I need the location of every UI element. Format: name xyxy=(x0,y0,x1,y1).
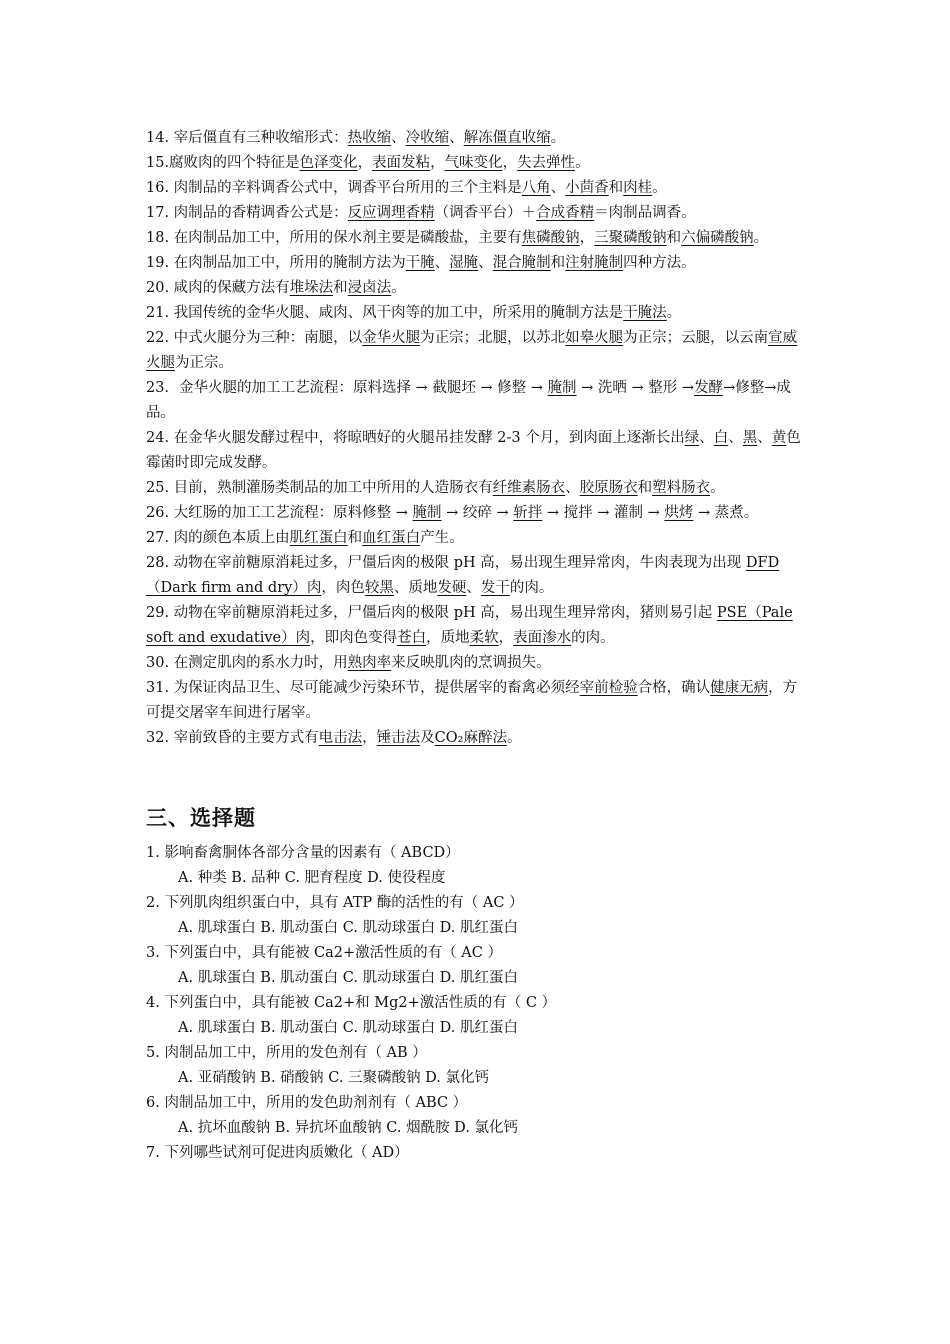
answer-blank: 肉桂 xyxy=(623,180,653,196)
answer-blank: 浸卤法 xyxy=(347,280,392,296)
answer-blank: 肌红蛋白 xyxy=(289,530,348,546)
question-text: 30. 在测定肌肉的系水力时，用 xyxy=(146,655,348,671)
question-text: 27. 肉的颜色本质上由 xyxy=(146,530,290,546)
question-text: 、 xyxy=(466,580,481,596)
answer-blank: 宰前检验 xyxy=(579,680,638,696)
question-text: 、 xyxy=(550,180,566,196)
answer-blank: 黄 xyxy=(771,430,787,446)
question-text: 14. 宰后僵直有三种收缩形式： xyxy=(146,130,348,146)
answer-blank: 锤击法 xyxy=(376,730,421,746)
answer-blank: 烘烤 xyxy=(664,505,694,521)
question-text: 。 xyxy=(575,155,590,171)
question-text: 和 xyxy=(608,180,624,196)
question-text: 和 xyxy=(637,480,653,496)
question-text: 为正宗；云腿，以云南 xyxy=(623,330,769,346)
fill-item-q21 xyxy=(146,301,810,326)
question-text: ， xyxy=(357,155,373,171)
question-text: 25. 目前，熟制灌肠类制品的加工中所用的人造肠衣有 xyxy=(146,480,493,496)
fill-item-q25 xyxy=(146,476,810,501)
question-text: 31. 为保证肉品卫生、尽可能减少污染环节，提供屠宰的畜禽必须经 xyxy=(146,680,580,696)
answer-blank: 腌制 xyxy=(412,505,442,521)
question-text: 19. 在肉制品加工中，所用的腌制方法为 xyxy=(146,255,406,271)
question-text: 。 xyxy=(652,180,667,196)
question-text: 16. 肉制品的辛料调香公式中，调香平台所用的三个主料是 xyxy=(146,180,522,196)
answer-blank: 血红蛋白 xyxy=(362,530,421,546)
choice-options: A. 肌球蛋白 B. 肌动蛋白 C. 肌动球蛋白 D. 肌红蛋白 xyxy=(178,970,519,986)
answer-blank: 冷收缩 xyxy=(405,130,450,146)
answer-blank: 塑料肠衣 xyxy=(652,480,711,496)
question-text: ，即肉色变得 xyxy=(310,630,398,646)
question-text: 28. 动物在宰前糖原消耗过多，尸僵后肉的极限 pH 高，易出现生理异常肉，牛肉表现为出现 xyxy=(146,555,746,571)
answer-blank: 气味变化 xyxy=(444,155,503,171)
fill-item-q30 xyxy=(146,651,810,676)
section-heading: 三、选择题 xyxy=(146,806,256,830)
answer-blank: 苍白 xyxy=(397,630,427,646)
answer-blank: 失去弹性 xyxy=(517,155,576,171)
question-text: 和 xyxy=(333,280,348,296)
answer-blank: 小茴香 xyxy=(565,180,609,196)
question-text: 色霉菌时即完成发酵。 xyxy=(146,430,801,471)
question-text: ， xyxy=(362,730,377,746)
answer-blank: 宣威火腿 xyxy=(146,330,798,371)
question-text: → 蒸煮。 xyxy=(693,505,759,521)
question-text: 23．金华火腿的加工工艺流程：原料选择 → 截腿坯 → 修整 → xyxy=(146,380,548,396)
question-text: ，方可提交屠宰车间进行屠宰。 xyxy=(146,680,798,721)
fill-item-q19 xyxy=(146,251,810,276)
answer-blank: 堆垛法 xyxy=(289,280,334,296)
question-text: ， xyxy=(498,630,514,646)
choice-question: 1. 影响畜禽胴体各部分含量的因素有（ ABCD） xyxy=(146,845,460,861)
question-text: → 绞碎 → xyxy=(441,505,514,521)
question-text: 。 xyxy=(666,305,682,321)
answer-blank: 六偏磷酸钠 xyxy=(681,230,754,246)
answer-blank: 干腌法 xyxy=(623,305,667,321)
question-text: 。 xyxy=(506,730,522,746)
fill-item-q26 xyxy=(146,501,810,526)
answer-blank: 柔软 xyxy=(469,630,499,646)
question-text: 20. 咸肉的保藏方法有 xyxy=(146,280,290,296)
fill-item-q18 xyxy=(146,226,810,251)
question-text: 。 xyxy=(710,480,725,496)
answer-blank: 干腌 xyxy=(405,255,435,271)
question-text: 、 xyxy=(391,130,406,146)
question-text: ， xyxy=(579,230,595,246)
question-text: 22. 中式火腿分为三种：南腿，以 xyxy=(146,330,363,346)
choice-question: 3. 下列蛋白中，具有能被 Ca2+激活性质的有（ AC ） xyxy=(146,945,502,961)
answer-blank: 胶原肠衣 xyxy=(579,480,638,496)
document-page xyxy=(146,126,810,1166)
fill-item-q24 xyxy=(146,426,810,476)
choice-question: 4. 下列蛋白中，具有能被 Ca2+和 Mg2+激活性质的有（ C ） xyxy=(146,995,557,1011)
question-text: 21. 我国传统的金华火腿、咸肉、风干肉等的加工中，所采用的腌制方法是 xyxy=(146,305,624,321)
choice-options: A. 亚硝酸钠 B. 硝酸钠 C. 三聚磷酸钠 D. 氯化钙 xyxy=(178,1070,490,1086)
question-text: 、 xyxy=(757,430,772,446)
question-text: 26. 大红肠的加工工艺流程：原料修整 → xyxy=(146,505,413,521)
question-text: 17. 肉制品的香精调香公式是： xyxy=(146,205,348,221)
fill-item-q20 xyxy=(146,276,810,301)
answer-blank: 三聚磷酸钠 xyxy=(594,230,667,246)
question-text: 18. 在肉制品加工中，所用的保水剂主要是磷酸盐，主要有 xyxy=(146,230,522,246)
choice-question: 5. 肉制品加工中，所用的发色剂有（ AB ） xyxy=(146,1045,427,1061)
fill-item-q17 xyxy=(146,201,810,226)
question-text: 、 xyxy=(434,255,450,271)
question-text: 。 xyxy=(550,130,566,146)
question-text: 、 xyxy=(699,430,714,446)
answer-blank: 发硬 xyxy=(437,580,467,596)
question-text: 。 xyxy=(753,230,769,246)
question-text: 、 xyxy=(565,480,580,496)
answer-blank: 发干 xyxy=(480,580,510,596)
answer-blank: PSE（Pale soft and exudative）肉 xyxy=(146,605,793,646)
question-text: 四种方法。 xyxy=(623,255,696,271)
answer-blank: 注射腌制 xyxy=(565,255,624,271)
answer-blank: 斩拌 xyxy=(513,505,543,521)
question-text: 产生。 xyxy=(420,530,464,546)
answer-blank: 白 xyxy=(713,430,729,446)
question-text: 、 xyxy=(478,255,493,271)
question-text: 为正宗。 xyxy=(175,355,233,371)
answer-blank: 绿 xyxy=(684,430,700,446)
question-text: → 洗晒 → 整形 → xyxy=(576,380,695,396)
choice-question: 7. 下列哪些试剂可促进肉质嫩化（ AD） xyxy=(146,1145,409,1161)
answer-blank: 较黑 xyxy=(364,580,394,596)
choice-options: A. 肌球蛋白 B. 肌动蛋白 C. 肌动球蛋白 D. 肌红蛋白 xyxy=(178,920,519,936)
answer-blank: 表面发粘 xyxy=(372,155,431,171)
question-text: ，质地 xyxy=(426,630,470,646)
question-text: →修整→成品。 xyxy=(146,380,791,421)
question-text: ， xyxy=(430,155,445,171)
question-text: 的肉。 xyxy=(509,580,554,596)
choice-question: 6. 肉制品加工中，所用的发色助剂剂有（ ABC ） xyxy=(146,1095,468,1111)
question-text: 、 xyxy=(449,130,464,146)
answer-blank: 熟肉率 xyxy=(347,655,392,671)
question-text: → 搅拌 → 灌制 → xyxy=(542,505,665,521)
question-text: 合格，确认 xyxy=(637,680,711,696)
answer-blank: 八角 xyxy=(521,180,551,196)
answer-blank: 色泽变化 xyxy=(299,155,358,171)
answer-blank: CO₂麻醉法 xyxy=(434,730,507,746)
question-text: 。 xyxy=(391,280,406,296)
question-text: 29. 动物在宰前糖原消耗过多，尸僵后肉的极限 pH 高，易出现生理异常肉，猪则易引起 xyxy=(146,605,717,621)
question-text: 和 xyxy=(666,230,682,246)
question-text: ， xyxy=(502,155,518,171)
answer-blank: 腌制 xyxy=(547,380,577,396)
question-text: ，肉色 xyxy=(321,580,365,596)
multiple-choice-section xyxy=(146,841,810,1166)
answer-blank: 黑 xyxy=(742,430,758,446)
answer-blank: 纤维素肠衣 xyxy=(492,480,566,496)
question-text: 及 xyxy=(420,730,435,746)
fill-item-q29 xyxy=(146,601,810,651)
answer-blank: 发酵 xyxy=(694,380,724,396)
fill-item-q22 xyxy=(146,326,810,376)
answer-blank: 焦磷酸钠 xyxy=(521,230,580,246)
answer-blank: 健康无病 xyxy=(710,680,769,696)
answer-blank: 合成香精 xyxy=(536,205,595,221)
choice-question: 2. 下列肌肉组织蛋白中，具有 ATP 酶的活性的有（ AC ） xyxy=(146,895,524,911)
answer-blank: 金华火腿 xyxy=(362,330,421,346)
question-text: 和 xyxy=(550,255,566,271)
fill-item-q23 xyxy=(146,376,810,426)
question-text: 为正宗；北腿，以苏北 xyxy=(420,330,566,346)
answer-blank: 反应调理香精 xyxy=(347,205,435,221)
answer-blank: DFD（Dark firm and dry）肉 xyxy=(146,555,780,596)
fill-item-q16 xyxy=(146,176,810,201)
choice-options: A. 肌球蛋白 B. 肌动蛋白 C. 肌动球蛋白 D. 肌红蛋白 xyxy=(178,1020,519,1036)
question-text: ＝肉制品调香。 xyxy=(594,205,696,221)
fill-item-q28 xyxy=(146,551,810,601)
answer-blank: 混合腌制 xyxy=(492,255,551,271)
answer-blank: 湿腌 xyxy=(449,255,479,271)
question-text: 和 xyxy=(347,530,363,546)
question-text: 24. 在金华火腿发酵过程中，将晾晒好的火腿吊挂发酵 2-3 个月，到肉面上逐渐长出 xyxy=(146,430,685,446)
answer-blank: 热收缩 xyxy=(347,130,392,146)
fill-in-blank-section xyxy=(146,126,810,751)
answer-blank: 如皋火腿 xyxy=(565,330,624,346)
fill-item-q27 xyxy=(146,526,810,551)
question-text: 32. 宰前致昏的主要方式有 xyxy=(146,730,319,746)
choice-options: A. 种类 B. 品种 C. 肥育程度 D. 使役程度 xyxy=(178,870,446,886)
answer-blank: 表面渗水 xyxy=(513,630,572,646)
question-text: （调香平台）＋ xyxy=(434,205,537,221)
fill-item-q32 xyxy=(146,726,810,751)
question-text: 15.腐败肉的四个特征是 xyxy=(146,155,300,171)
question-text: 的肉。 xyxy=(571,630,615,646)
fill-item-q14 xyxy=(146,126,810,151)
question-text: 来反映肌肉的烹调损失。 xyxy=(391,655,551,671)
answer-blank: 电击法 xyxy=(318,730,363,746)
question-text: 、 xyxy=(728,430,743,446)
fill-item-q31 xyxy=(146,676,810,726)
answer-blank: 解冻僵直收缩 xyxy=(463,130,551,146)
question-text: 、质地 xyxy=(393,580,438,596)
fill-item-q15 xyxy=(146,151,810,176)
choice-options: A. 抗坏血酸钠 B. 异抗坏血酸钠 C. 烟酰胺 D. 氯化钙 xyxy=(178,1120,519,1136)
